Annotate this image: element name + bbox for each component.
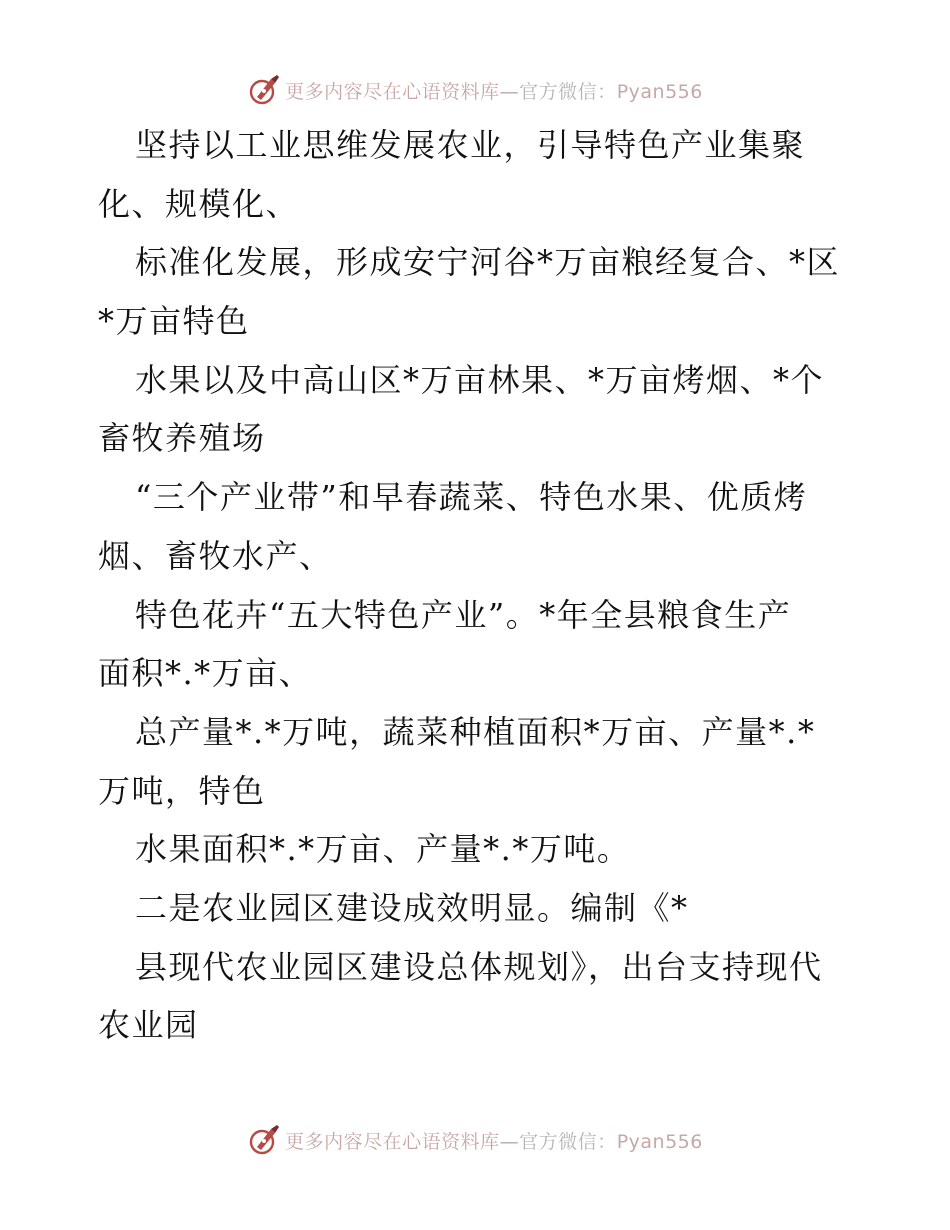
header-banner-text: 更多内容尽在心语资料库—官方微信：Pyan556: [285, 80, 703, 103]
body-line-13: 水果面积*.*万亩、产量*.*万吨。: [135, 830, 631, 869]
body-line-2: 化、规模化、: [98, 184, 300, 223]
footer-banner: [0, 1120, 950, 1160]
body-line-5: 水果以及中高山区*万亩林果、*万亩烤烟、*个: [135, 360, 825, 399]
body-line-3: 标准化发展，形成安宁河谷*万亩粮经复合、*区: [135, 243, 841, 282]
pen-nib-logo-icon: [247, 73, 281, 107]
body-line-14: 二是农业园区建设成效明显。编制《*: [135, 888, 689, 927]
body-line-16: 农业园: [98, 1006, 199, 1045]
body-line-15: 县现代农业园区建设总体规划》，出台支持现代: [135, 947, 823, 986]
body-line-4: *万亩特色: [98, 302, 250, 341]
body-line-9: 特色花卉“五大特色产业”。*年全县粮食生产: [135, 595, 792, 634]
document-body: [98, 116, 858, 1055]
body-line-10: 面积*.*万亩、: [98, 654, 313, 693]
pen-nib-logo-icon: [247, 1123, 281, 1157]
footer-banner-text: 更多内容尽在心语资料库—官方微信：Pyan556: [285, 1130, 703, 1153]
body-line-8: 烟、畜牧水产、: [98, 536, 333, 575]
body-line-6: 畜牧养殖场: [98, 419, 266, 458]
body-line-11: 总产量*.*万吨，蔬菜种植面积*万亩、产量*.*: [135, 712, 816, 751]
header-banner: [0, 70, 950, 110]
body-line-12: 万吨，特色: [98, 771, 266, 810]
body-line-7: “三个产业带”和早春蔬菜、特色水果、优质烤: [135, 478, 808, 517]
body-line-1: 坚持以工业思维发展农业，引导特色产业集聚: [135, 126, 806, 164]
